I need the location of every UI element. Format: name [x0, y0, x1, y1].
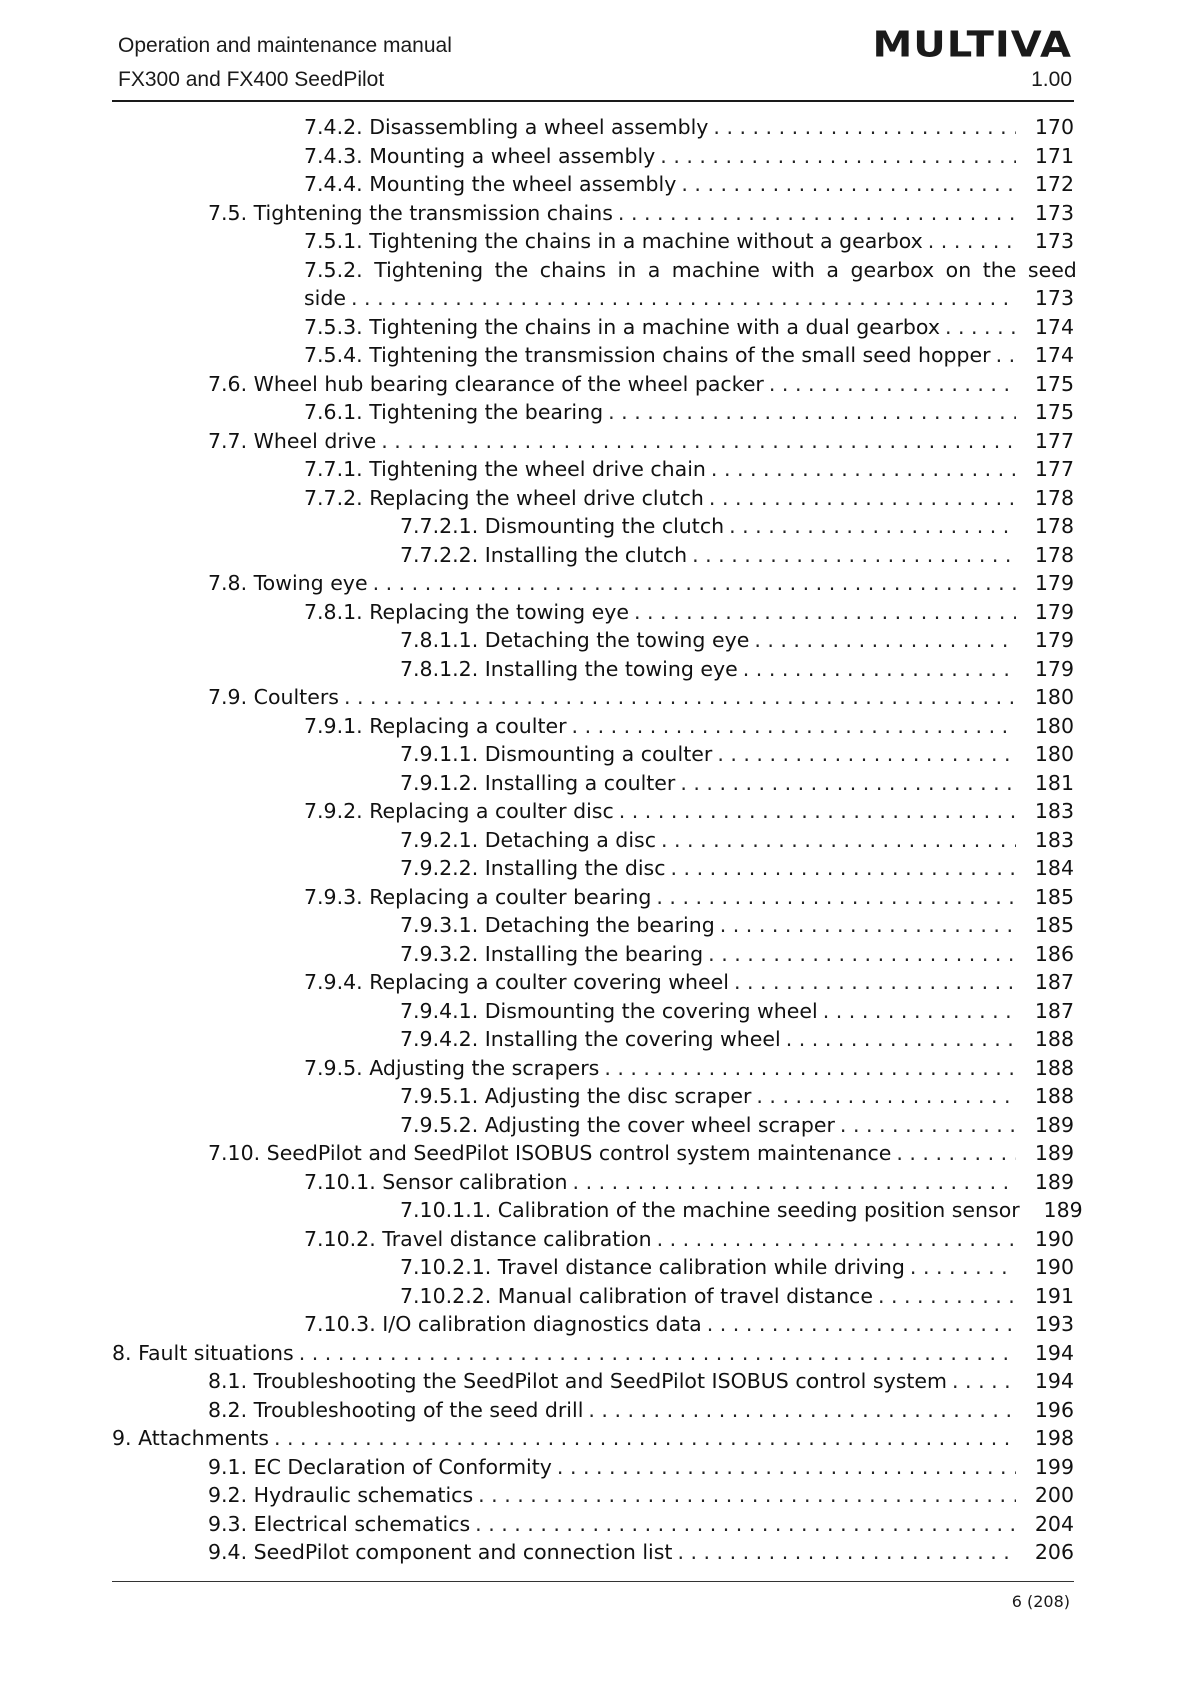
toc-entry[interactable]: [112, 997, 1074, 1026]
toc-dot-leader: [743, 655, 1016, 684]
toc-entry[interactable]: [112, 683, 1074, 712]
multiva-logo: MULTIVA: [872, 24, 1072, 66]
toc-entry[interactable]: [112, 1054, 1074, 1083]
toc-entry[interactable]: [112, 284, 1074, 313]
toc-entry-title: 7.9.3. Replacing a coulter bearing: [304, 884, 652, 909]
toc-entry-page: 179: [1034, 571, 1074, 595]
toc-dot-leader: [996, 341, 1016, 370]
toc-entry[interactable]: [112, 142, 1074, 171]
toc-entry-title: 8.2. Troubleshooting of the seed drill: [208, 1397, 584, 1422]
toc-dot-leader: [572, 712, 1016, 741]
toc-entry-page: 184: [1034, 856, 1074, 880]
toc-entry-page: 190: [1034, 1255, 1074, 1279]
toc-entry-title: 7.5.3. Tightening the chains in a machine with a dual gearbox: [304, 314, 940, 339]
toc-dot-leader: [709, 484, 1016, 513]
toc-entry-page: 183: [1034, 799, 1074, 823]
toc-entry-page: 170: [1034, 115, 1074, 139]
toc-entry[interactable]: [112, 1481, 1074, 1510]
toc-entry[interactable]: [112, 1538, 1074, 1567]
toc-entry-page: 179: [1034, 599, 1074, 624]
toc-entry-title: 9.4. SeedPilot component and connection list: [208, 1540, 673, 1564]
page-header: [112, 24, 1074, 102]
toc-dot-leader: [671, 854, 1017, 883]
toc-dot-leader: [373, 569, 1016, 598]
toc-entry-title: 7.7.1. Tightening the wheel drive chain: [304, 457, 706, 481]
toc-entry-page: 178: [1034, 542, 1074, 567]
toc-entry-title: 7.8.1. Replacing the towing eye: [304, 599, 629, 624]
toc-entry-page: 194: [1034, 1369, 1074, 1393]
toc-entry-title: 7.6. Wheel hub bearing clearance of the wheel packer: [208, 371, 764, 396]
toc-entry[interactable]: [112, 769, 1074, 798]
toc-entry-title: 7.9.1. Replacing a coulter: [304, 713, 567, 738]
toc-dot-leader: [478, 1481, 1016, 1510]
toc-dot-leader: [952, 1367, 1016, 1396]
toc-entry-page: 177: [1034, 428, 1074, 453]
toc-entry-title: 9.3. Electrical schematics: [208, 1511, 471, 1536]
toc-dot-leader: [661, 826, 1016, 855]
toc-entry-title: 7.8.1.2. Installing the towing eye: [400, 656, 738, 681]
toc-entry-title: 7.9. Coulters: [208, 685, 339, 709]
toc-dot-leader: [878, 1282, 1016, 1311]
toc-entry-title: 7.9.2.1. Detaching a disc: [400, 827, 656, 852]
toc-entry-title: 7.5. Tightening the transmission chains: [208, 200, 613, 225]
toc-entry-title: 7.9.3.1. Detaching the bearing: [400, 913, 715, 937]
toc-entry-page: 200: [1034, 1483, 1074, 1507]
toc-dot-leader: [619, 797, 1016, 826]
toc-entry-page: 171: [1034, 143, 1074, 168]
toc-dot-leader: [608, 398, 1016, 427]
footer-divider: [112, 1581, 1074, 1582]
toc-entry[interactable]: [112, 940, 1074, 969]
toc-dot-leader: [351, 284, 1016, 313]
toc-dot-leader: [681, 170, 1016, 199]
toc-dot-leader: [381, 427, 1016, 456]
toc-entry-page: 204: [1034, 1511, 1074, 1536]
toc-dot-leader: [588, 1396, 1016, 1425]
page-number: 6 (208): [1011, 1592, 1070, 1611]
toc-entry[interactable]: [112, 484, 1074, 513]
toc-entry[interactable]: [112, 1339, 1074, 1368]
toc-entry-title: 9. Attachments: [112, 1426, 269, 1450]
toc-entry-page: 174: [1034, 343, 1074, 367]
toc-dot-leader: [656, 883, 1016, 912]
toc-entry[interactable]: [112, 199, 1074, 228]
toc-entry[interactable]: [112, 1453, 1074, 1482]
toc-dot-leader: [708, 940, 1016, 969]
toc-entry-title: 7.10.3. I/O calibration diagnostics data: [304, 1312, 702, 1336]
toc-entry-page: 179: [1034, 628, 1074, 652]
toc-dot-leader: [769, 370, 1016, 399]
toc-dot-leader: [754, 626, 1016, 655]
toc-entry-title: 7.4.2. Disassembling a wheel assembly: [304, 115, 709, 139]
toc-entry-page: 193: [1034, 1312, 1074, 1336]
toc-entry-page: 185: [1034, 913, 1074, 937]
toc-entry-title: 7.9.4.1. Dismounting the covering wheel: [400, 998, 818, 1023]
toc-dot-leader: [475, 1510, 1016, 1539]
toc-entry[interactable]: [112, 256, 1077, 285]
toc-entry-page: 185: [1034, 884, 1074, 909]
toc-entry[interactable]: [112, 1424, 1074, 1453]
header-divider: [112, 100, 1074, 102]
toc-entry-title: 7.9.5.2. Adjusting the cover wheel scraper: [400, 1112, 835, 1137]
toc-entry-page: 189: [1034, 1112, 1074, 1137]
toc-entry-title: 7.5.2. Tightening the chains in a machine with a gearbox on the seed: [304, 257, 1077, 282]
toc-entry-page: 174: [1034, 314, 1074, 339]
toc-entry-page: 187: [1034, 998, 1074, 1023]
toc-dot-leader: [928, 227, 1016, 256]
toc-entry-page: 177: [1034, 457, 1074, 481]
toc-entry-page: 172: [1034, 172, 1074, 196]
toc-entry[interactable]: [112, 598, 1074, 627]
toc-entry[interactable]: [112, 170, 1074, 199]
toc-dot-leader: [717, 740, 1016, 769]
toc-entry-page: 189: [1043, 1198, 1083, 1222]
toc-dot-leader: [896, 1139, 1016, 1168]
toc-dot-leader: [840, 1111, 1016, 1140]
toc-entry-page: 180: [1034, 685, 1074, 709]
toc-entry-page: 188: [1034, 1055, 1074, 1080]
toc-entry-title: 7.7.2. Replacing the wheel drive clutch: [304, 485, 704, 510]
toc-entry-page: 187: [1034, 970, 1074, 994]
toc-entry[interactable]: [112, 626, 1074, 655]
toc-dot-leader: [786, 1025, 1016, 1054]
toc-entry[interactable]: [112, 1111, 1074, 1140]
toc-dot-leader: [692, 541, 1016, 570]
toc-entry-title: 7.10.2. Travel distance calibration: [304, 1226, 652, 1251]
toc-dot-leader: [604, 1054, 1016, 1083]
toc-entry-title: 7.9.4. Replacing a coulter covering wheel: [304, 970, 729, 994]
toc-entry-page: 186: [1034, 941, 1074, 966]
toc-entry-page: 180: [1034, 713, 1074, 738]
toc-entry-page: 175: [1034, 400, 1074, 424]
toc-entry[interactable]: [112, 227, 1074, 256]
toc-dot-leader: [734, 968, 1016, 997]
toc-entry-title: 7.5.1. Tightening the chains in a machine without a gearbox: [304, 229, 923, 253]
toc-entry-title: 7.7.2.2. Installing the clutch: [400, 542, 688, 567]
toc-entry-page: 196: [1034, 1397, 1074, 1422]
toc-entry-page: 173: [1034, 229, 1074, 253]
toc-dot-leader: [344, 683, 1016, 712]
toc-entry-page: 178: [1034, 485, 1074, 510]
toc-entry[interactable]: [112, 113, 1074, 142]
toc-entry-page: 198: [1034, 1426, 1074, 1450]
model-title: FX300 and FX400 SeedPilot: [118, 68, 385, 91]
toc-entry[interactable]: [112, 341, 1074, 370]
toc-dot-leader: [557, 1453, 1016, 1482]
toc-entry-page: 178: [1034, 514, 1074, 538]
toc-entry[interactable]: [112, 1025, 1074, 1054]
toc-entry-page: 189: [1034, 1169, 1074, 1194]
toc-dot-leader: [573, 1168, 1016, 1197]
toc-entry[interactable]: [112, 427, 1074, 456]
toc-entry-page: 206: [1034, 1540, 1074, 1564]
toc-entry[interactable]: [112, 1282, 1074, 1311]
toc-entry-title: 7.9.1.2. Installing a coulter: [400, 770, 676, 795]
toc-entry-title: 7.8.1.1. Detaching the towing eye: [400, 628, 750, 652]
toc-entry-title: 7.9.5. Adjusting the scrapers: [304, 1055, 600, 1080]
toc-entry[interactable]: [112, 655, 1074, 684]
toc-dot-leader: [618, 199, 1016, 228]
toc-dot-leader: [680, 769, 1016, 798]
toc-entry[interactable]: [112, 1367, 1074, 1396]
toc-entry-title: 7.9.2. Replacing a coulter disc: [304, 799, 614, 823]
toc-entry[interactable]: [112, 1196, 1083, 1225]
toc-entry[interactable]: [112, 911, 1074, 940]
toc-entry[interactable]: [112, 541, 1074, 570]
toc-entry-title: 7.9.2.2. Installing the disc: [400, 856, 666, 880]
toc-entry[interactable]: [112, 1082, 1074, 1111]
toc-entry[interactable]: [112, 370, 1074, 399]
toc-dot-leader: [274, 1424, 1016, 1453]
toc-dot-leader: [720, 911, 1016, 940]
toc-entry[interactable]: [112, 968, 1074, 997]
toc-entry-page: 173: [1034, 286, 1074, 310]
toc-entry-title: 9.2. Hydraulic schematics: [208, 1483, 474, 1507]
manual-title: Operation and maintenance manual: [118, 34, 452, 57]
toc-entry[interactable]: [112, 797, 1074, 826]
toc-entry-title: 7.10. SeedPilot and SeedPilot ISOBUS control system maintenance: [208, 1141, 892, 1165]
toc-dot-leader: [707, 1310, 1016, 1339]
toc-entry-title: 7.6.1. Tightening the bearing: [304, 400, 604, 424]
toc-entry-page: 199: [1034, 1454, 1074, 1479]
toc-entry[interactable]: [112, 826, 1074, 855]
toc-dot-leader: [910, 1253, 1016, 1282]
toc-dot-leader: [677, 1538, 1016, 1567]
table-of-contents: [112, 113, 1083, 1567]
toc-entry[interactable]: [112, 1253, 1074, 1282]
toc-entry-title: side: [304, 286, 347, 310]
toc-entry-title: 7.10.1. Sensor calibration: [304, 1169, 568, 1194]
toc-dot-leader: [756, 1082, 1016, 1111]
toc-entry-title: 7.7.2.1. Dismounting the clutch: [400, 514, 725, 538]
toc-dot-leader: [711, 455, 1016, 484]
toc-dot-leader: [660, 142, 1016, 171]
toc-dot-leader: [299, 1339, 1016, 1368]
toc-entry-page: 181: [1034, 770, 1074, 795]
toc-entry-title: 7.9.5.1. Adjusting the disc scraper: [400, 1084, 752, 1108]
toc-entry-page: 188: [1034, 1084, 1074, 1108]
toc-entry[interactable]: [112, 1396, 1074, 1425]
toc-entry[interactable]: [112, 883, 1074, 912]
toc-entry[interactable]: [112, 313, 1074, 342]
toc-entry-page: 180: [1034, 742, 1074, 766]
toc-entry-page: 191: [1034, 1283, 1074, 1308]
toc-entry-page: 179: [1034, 656, 1074, 681]
toc-entry[interactable]: [112, 712, 1074, 741]
toc-entry[interactable]: [112, 398, 1074, 427]
toc-entry-title: 9.1. EC Declaration of Conformity: [208, 1454, 552, 1479]
toc-dot-leader: [729, 512, 1016, 541]
document-version: 1.00: [1031, 68, 1072, 91]
toc-entry-title: 7.8. Towing eye: [208, 571, 368, 595]
toc-entry-title: 7.10.2.2. Manual calibration of travel distance: [400, 1283, 873, 1308]
toc-entry-title: 7.4.3. Mounting a wheel assembly: [304, 143, 656, 168]
toc-entry[interactable]: [112, 854, 1074, 883]
toc-entry-title: 7.10.2.1. Travel distance calibration while driving: [400, 1255, 905, 1279]
toc-dot-leader: [823, 997, 1016, 1026]
toc-entry-page: 188: [1034, 1027, 1074, 1051]
toc-entry-title: 7.4.4. Mounting the wheel assembly: [304, 172, 677, 196]
toc-dot-leader: [634, 598, 1016, 627]
toc-entry-page: 175: [1034, 371, 1074, 396]
toc-dot-leader: [657, 1225, 1016, 1254]
toc-entry-title: 8.1. Troubleshooting the SeedPilot and SeedPilot ISOBUS control system: [208, 1369, 948, 1393]
toc-entry[interactable]: [112, 1168, 1074, 1197]
toc-entry-title: 8. Fault situations: [112, 1340, 294, 1365]
toc-entry[interactable]: [112, 512, 1074, 541]
toc-entry[interactable]: [112, 1510, 1074, 1539]
toc-entry[interactable]: [112, 569, 1074, 598]
toc-entry[interactable]: [112, 1225, 1074, 1254]
toc-entry-title: 7.5.4. Tightening the transmission chains of the small seed hopper: [304, 343, 991, 367]
toc-entry-title: 7.10.1.1. Calibration of the machine seeding position sensor: [400, 1198, 1020, 1222]
toc-entry-title: 7.9.3.2. Installing the bearing: [400, 941, 704, 966]
toc-entry-page: 189: [1034, 1141, 1074, 1165]
toc-entry[interactable]: [112, 740, 1074, 769]
toc-entry[interactable]: [112, 1310, 1074, 1339]
toc-entry-title: 7.9.4.2. Installing the covering wheel: [400, 1027, 781, 1051]
toc-entry-page: 190: [1034, 1226, 1074, 1251]
toc-entry-title: 7.9.1.1. Dismounting a coulter: [400, 742, 713, 766]
toc-dot-leader: [713, 113, 1016, 142]
toc-entry-page: 173: [1034, 200, 1074, 225]
toc-dot-leader: [945, 313, 1016, 342]
toc-entry-page: 194: [1034, 1340, 1074, 1365]
toc-entry-page: 183: [1034, 827, 1074, 852]
toc-entry-title: 7.7. Wheel drive: [208, 428, 377, 453]
toc-entry[interactable]: [112, 1139, 1074, 1168]
toc-entry[interactable]: [112, 455, 1074, 484]
